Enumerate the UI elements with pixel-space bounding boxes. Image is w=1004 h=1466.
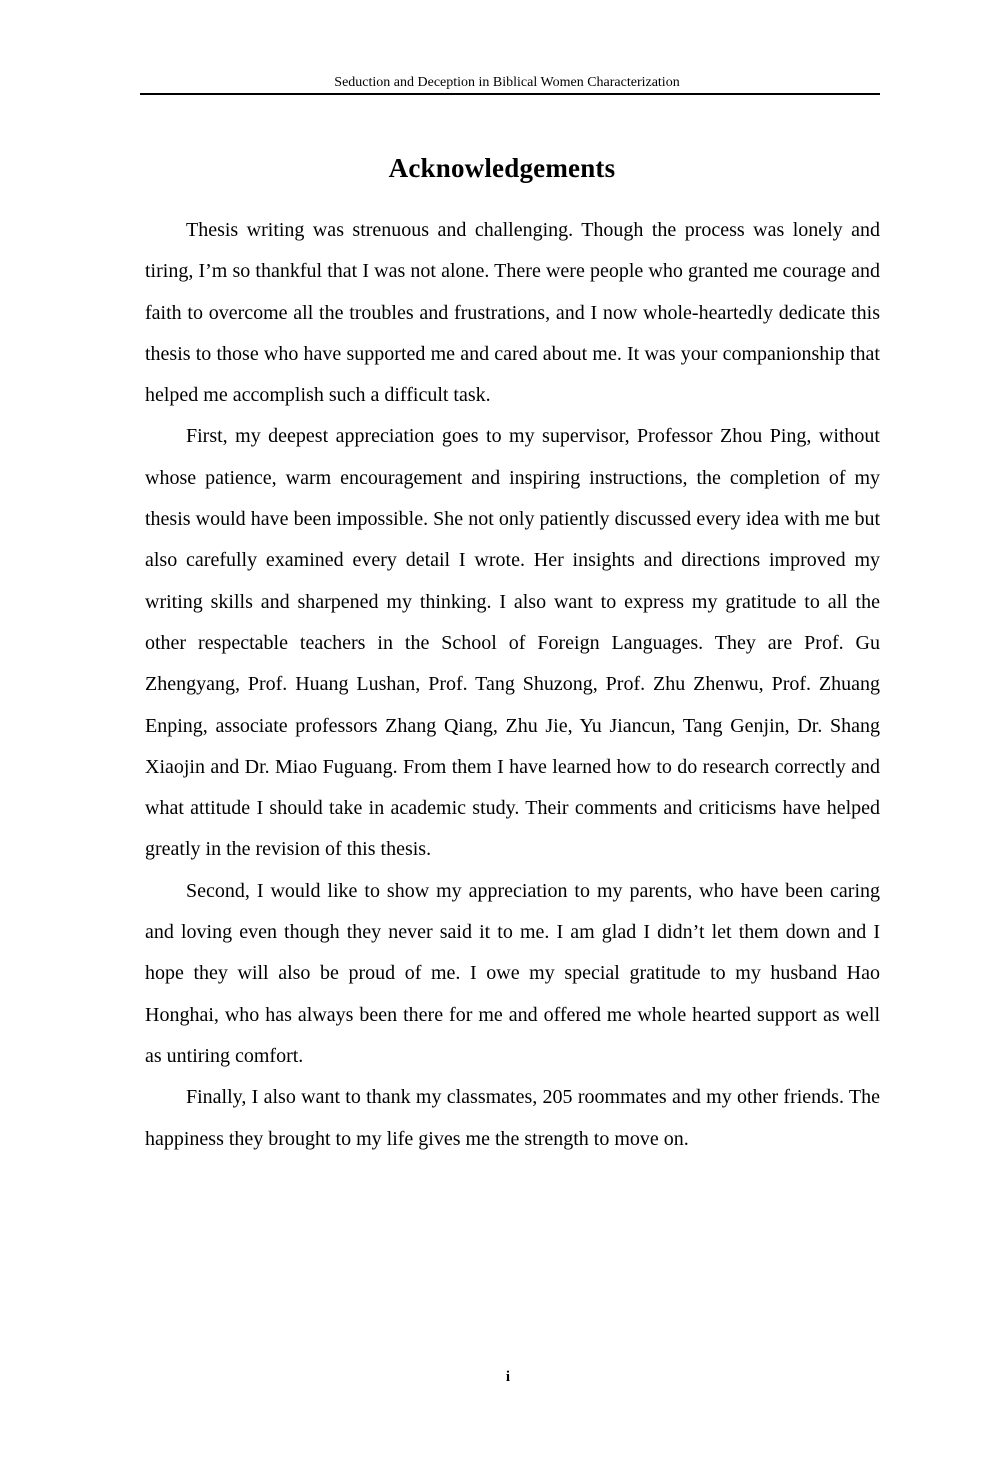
page-number: i: [505, 1369, 511, 1385]
header-rule: [140, 93, 880, 95]
paragraph: Thesis writing was strenuous and challenging. Though the process was lonely and tiring, I’m so thankful that I was not alone. There were people who granted me courage and faith to overcome all the troubles and frustrations, and I now whole-heartedly dedicate this thesis to those who have supported me and cared about me. It was your companionship that helped me accomplish such a difficult task.: [145, 219, 880, 407]
paragraph: First, my deepest appreciation goes to my supervisor, Professor Zhou Ping, without whose patience, warm encouragement and inspiring instructions, the completion of my thesis would have been impossible. She not only patiently discussed every idea with me but also carefully examined every detail I wrote. Her insights and directions improved my writing skills and sharpened my thinking. I also want to express my gratitude to all the other respectable teachers in the School of Foreign Languages. They are Prof. Gu Zhengyang, Prof. Huang Lushan, Prof. Tang Shuzong, Prof. Zhu Zhenwu, Prof. Zhuang Enping, associate professors Zhang Qiang, Zhu Jie, Yu Jiancun, Tang Genjin, Dr. Shang Xiaojin and Dr. Miao Fuguang. From them I have learned how to do research correctly and what attitude I should take in academic study. Their comments and criticisms have helped greatly in the revision of this thesis.: [145, 425, 880, 861]
body-text: [145, 210, 880, 1160]
paragraph: Finally, I also want to thank my classmates, 205 roommates and my other friends. The happiness they brought to my life gives me the strength to move on.: [145, 1086, 880, 1150]
running-header: Seduction and Deception in Biblical Women Characterization: [334, 75, 680, 90]
paragraph: Second, I would like to show my appreciation to my parents, who have been caring and loving even though they never said it to me. I am glad I didn’t let them down and I hope they will also be proud of me. I owe my special gratitude to my husband Hao Honghai, who has always been there for me and offered me whole hearted support as well as untiring comfort.: [145, 879, 880, 1067]
page-title: Acknowledgements: [388, 153, 616, 183]
